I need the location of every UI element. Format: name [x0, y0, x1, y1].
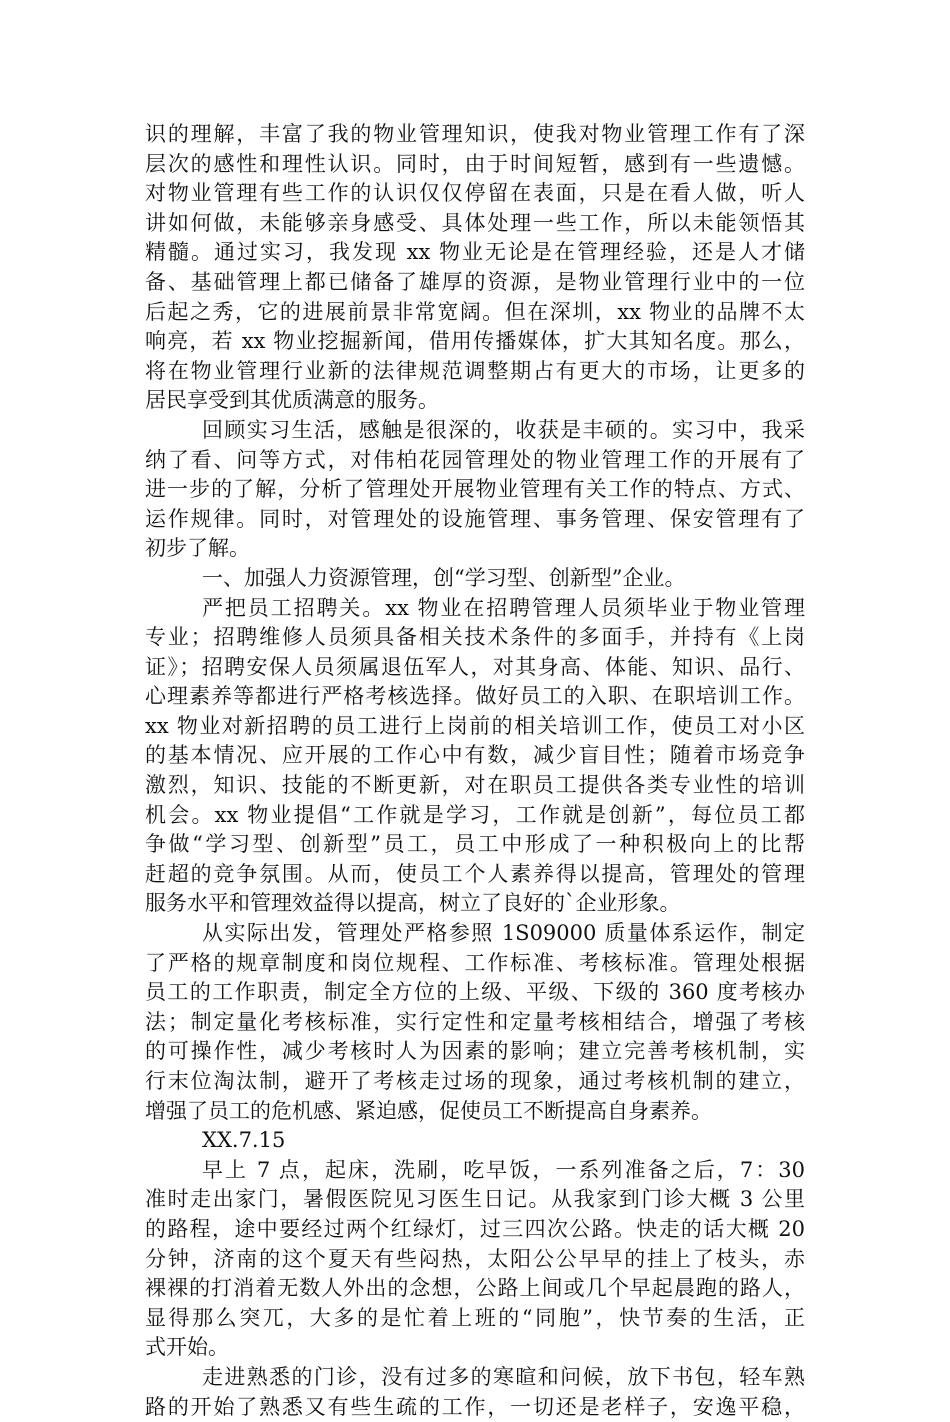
text-line: 一、加强人力资源管理，创“学习型、创新型”企业。 [202, 565, 686, 590]
text-line: 从实际出发，管理处严格参照 1S09000 质量体系运作，制定 [202, 921, 805, 946]
text-line: 备、基础管理上都已储备了雄厚的资源，是物业管理行业中的一位 [145, 269, 805, 294]
text-line: 法；制定量化考核标准，实行定性和定量考核相结合，增强了考核 [145, 1009, 805, 1034]
document-body [145, 120, 805, 1422]
text-line: 进一步的了解，分析了管理处开展物业管理有关工作的特点、方式、 [145, 477, 805, 502]
text-line: 初步了解。 [145, 536, 250, 561]
text-line: 响亮，若 xx 物业挖掘新闻，借用传播媒体，扩大其知名度。那么， [145, 329, 805, 354]
text-line: 显得那么突兀，大多的是忙着上班的“同胞”，快节奏的生活，正 [145, 1305, 805, 1330]
text-line: 路的开始了熟悉又有些生疏的工作，一切还是老样子，安逸平稳， [145, 1394, 805, 1419]
text-line: 心理素养等都进行严格考核选择。做好员工的入职、在职培训工作。 [145, 684, 805, 709]
text-line: 赶超的竞争氛围。从而，使员工个人素养得以提高，管理处的管理 [145, 861, 805, 886]
text-line: 员工的工作职责，制定全方位的上级、平级、下级的 360 度考核办 [145, 980, 805, 1005]
text-line: 层次的感性和理性认识。同时，由于时间短暂，感到有一些遗憾。 [145, 151, 805, 176]
text-line: 回顾实习生活，感触是很深的，收获是丰硕的。实习中，我采 [202, 417, 805, 442]
text-line: 居民享受到其优质满意的服务。 [145, 388, 439, 413]
text-line: 严把员工招聘关。xx 物业在招聘管理人员须毕业于物业管理 [202, 595, 805, 620]
text-line: 服务水平和管理效益得以提高，树立了良好的`企业形象。 [145, 891, 681, 916]
text-line: 后起之秀，它的进展前景非常宽阔。但在深圳，xx 物业的品牌不太 [145, 299, 805, 324]
text-line: 行末位淘汰制，避开了考核走过场的现象，通过考核机制的建立， [145, 1069, 805, 1093]
paragraph [145, 919, 805, 1126]
text-line: 的基本情况、应开展的工作心中有数，减少盲目性；随着市场竞争 [145, 743, 805, 768]
text-line: 分钟，济南的这个夏天有些闷热，太阳公公早早的挂上了枝头，赤 [145, 1246, 805, 1271]
text-line: 将在物业管理行业新的法律规范调整期占有更大的市场，让更多的 [145, 358, 805, 383]
text-line: 机会。xx 物业提倡“工作就是学习，工作就是创新”，每位员工都 [145, 802, 805, 827]
text-line: 证》；招聘安保人员须属退伍军人，对其身高、体能、知识、品行、 [145, 654, 805, 679]
paragraph [145, 1156, 805, 1363]
text-line: 增强了员工的危机感、紧迫感，促使员工不断提高自身素养。 [145, 1098, 712, 1123]
text-line: 争做“学习型、创新型”员工，员工中形成了一种积极向上的比帮 [145, 832, 805, 857]
text-line: 了严格的规章制度和岗位规程、工作标准、考核标准。管理处根据 [145, 950, 805, 975]
text-line: 的路程，途中要经过两个红绿灯，过三四次公路。快走的话大概 20 [145, 1216, 805, 1241]
text-line: 运作规律。同时，对管理处的设施管理、事务管理、保安管理有了 [145, 506, 805, 531]
text-line: 对物业管理有些工作的认识仅仅停留在表面，只是在看人做，听人 [145, 181, 805, 206]
text-line: xx 物业对新招聘的员工进行上岗前的相关培训工作，使员工对小区 [145, 713, 805, 738]
paragraph [145, 416, 805, 564]
text-line: 准时走出家门，暑假医院见习医生日记。从我家到门诊大概 3 公里 [145, 1187, 805, 1212]
text-line: 激烈，知识、技能的不断更新，对在职员工提供各类专业性的培训 [145, 773, 805, 798]
date-line [145, 1126, 805, 1156]
text-line: 纳了看、问等方式，对伟柏花园管理处的物业管理工作的开展有了 [145, 447, 805, 472]
text-line: 早上 7 点，起床，洗刷，吃早饭，一系列准备之后，7：30 [202, 1157, 805, 1182]
paragraph [145, 120, 805, 416]
text-line: 专业；招聘维修人员须具备相关技术条件的多面手，并持有《上岗 [145, 625, 805, 650]
text-line: 走进熟悉的门诊，没有过多的寒暄和问候，放下书包，轻车熟 [202, 1364, 805, 1389]
text-line: 讲如何做，未能够亲身感受、具体处理一些工作，所以未能领悟其 [145, 210, 805, 235]
text-line: 式开始。 [145, 1335, 229, 1360]
text-line: 识的理解，丰富了我的物业管理知识，使我对物业管理工作有了深 [145, 122, 805, 146]
paragraph [145, 594, 805, 920]
text-line: 的可操作性，减少考核时人为因素的影响；建立完善考核机制，实 [145, 1039, 805, 1064]
section-heading [145, 564, 805, 594]
text-line: 裸裸的打消着无数人外出的念想，公路上间或几个早起晨跑的路人， [145, 1276, 805, 1301]
text-line: 精髓。通过实习，我发现 xx 物业无论是在管理经验，还是人才储 [145, 240, 805, 265]
paragraph [145, 1363, 805, 1422]
text-line: XX.7.15 [202, 1128, 286, 1153]
